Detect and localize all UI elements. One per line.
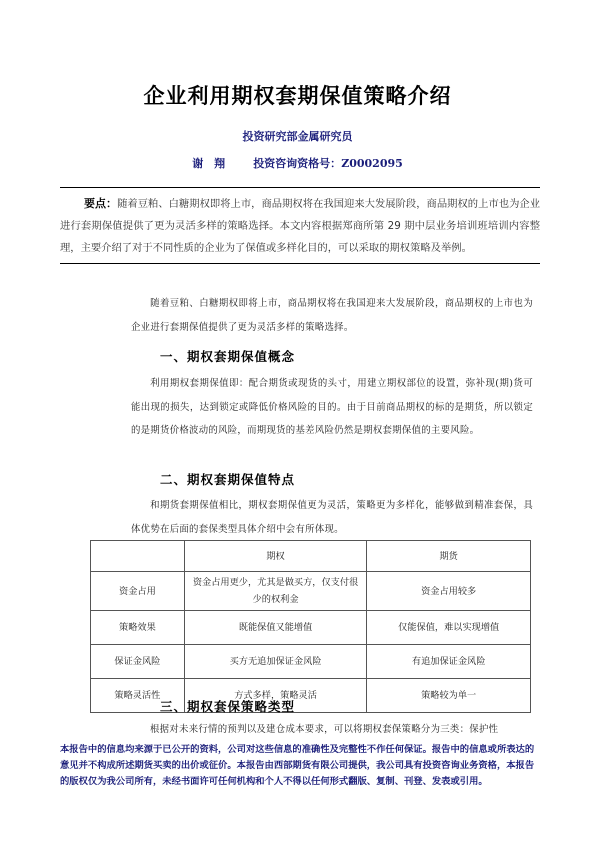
table-row xyxy=(91,645,531,679)
credential-label: 投资咨询资格号： xyxy=(253,157,342,170)
credential-id: Z0002095 xyxy=(341,157,403,170)
summary-text: 随着豆粕、白糖期权即将上市，商品期权将在我国迎来大发展阶段，商品期权的上市也为企业进行套期保值提供了更为灵活多样的策略选择。本文内容根据郑商所第 29 期中层业务培训班培训内容整理，主要介绍了对于不同性质的企业为了保值或多样化目的，可以采取的期权策略及举例。 xyxy=(60,198,541,254)
section-1-paragraph xyxy=(131,372,533,443)
table-cell: 资金占用 xyxy=(91,572,185,611)
table-cell: 方式多样，策略灵活 xyxy=(184,679,367,713)
table-row xyxy=(91,611,531,645)
table-cell: 策略灵活性 xyxy=(91,679,185,713)
comparison-table xyxy=(90,540,531,713)
table-header-cell xyxy=(91,541,185,572)
section-3-heading: 三、期权套保策略类型 xyxy=(160,699,296,714)
table-cell: 策略效果 xyxy=(91,611,185,645)
table-cell: 资金占用较多 xyxy=(367,572,531,611)
disclaimer-footer: 本报告中的信息均来源于已公开的资料，公司对这些信息的准确性及完整性不作任何保证。报告中的信息或所表达的意见并不构成所述期货买卖的出价或征价。本报告由西部期货有限公司提供，我公司具有投资咨询业务资格，本报告的版权仅为我公司所有，未经书面许可任何机构和个人不得以任何形式翻版、复制、刊登、发表或引用。 xyxy=(60,744,535,787)
table-header-cell: 期权 xyxy=(184,541,367,572)
table-cell: 策略较为单一 xyxy=(367,679,531,713)
section-2-paragraph xyxy=(131,494,533,541)
summary-bottom-rule xyxy=(60,263,540,264)
section-2-text: 和期货套期保值相比，期权套期保值更为灵活，策略更为多样化，能够做到精准套保，具体优势在后面的套保类型具体介绍中会有所体现。 xyxy=(131,500,533,535)
table-header-row xyxy=(91,541,531,572)
table-cell: 资金占用更少，尤其是做买方，仅支付很少的权利金 xyxy=(184,572,367,611)
summary-box xyxy=(60,193,540,259)
section-1-heading: 一、期权套期保值概念 xyxy=(160,349,296,364)
section-1-text: 利用期权套期保值即：配合期货或现货的头寸，用建立期权部位的设置，弥补现(期)货可能出现的损失，达到锁定或降低价格风险的目的。由于目前商品期权的标的是期货，所以锁定的是期货价格波动的风险，而期现货的基差风险仍然是期权套期保值的主要风险。 xyxy=(131,378,533,436)
table-cell: 仅能保值，难以实现增值 xyxy=(367,611,531,645)
table-row xyxy=(91,572,531,611)
department-line: 投资研究部金属研究员 xyxy=(242,130,353,143)
table-row xyxy=(91,679,531,713)
section-3-paragraph xyxy=(131,718,533,742)
author-line xyxy=(0,155,595,171)
document-title: 企业利用期权套期保值策略介绍 xyxy=(143,84,452,108)
section-2-heading: 二、期权套期保值特点 xyxy=(160,472,296,487)
summary-label: 要点： xyxy=(84,197,118,210)
section-3-text: 根据对未来行情的预判以及建仓成本要求，可以将期权套保策略分为三类：保护性 xyxy=(150,724,499,735)
table-cell: 有追加保证金风险 xyxy=(367,645,531,679)
intro-text: 随着豆粕、白糖期权即将上市，商品期权将在我国迎来大发展阶段，商品期权的上市也为企业进行套期保值提供了更为灵活多样的策略选择。 xyxy=(131,298,533,333)
table-cell: 保证金风险 xyxy=(91,645,185,679)
intro-paragraph xyxy=(131,292,533,339)
table-cell: 既能保值又能增值 xyxy=(184,611,367,645)
summary-top-rule xyxy=(60,187,540,188)
table-cell: 买方无追加保证金风险 xyxy=(184,645,367,679)
table-header-cell: 期货 xyxy=(367,541,531,572)
author-name: 谢 翔 xyxy=(192,157,226,170)
